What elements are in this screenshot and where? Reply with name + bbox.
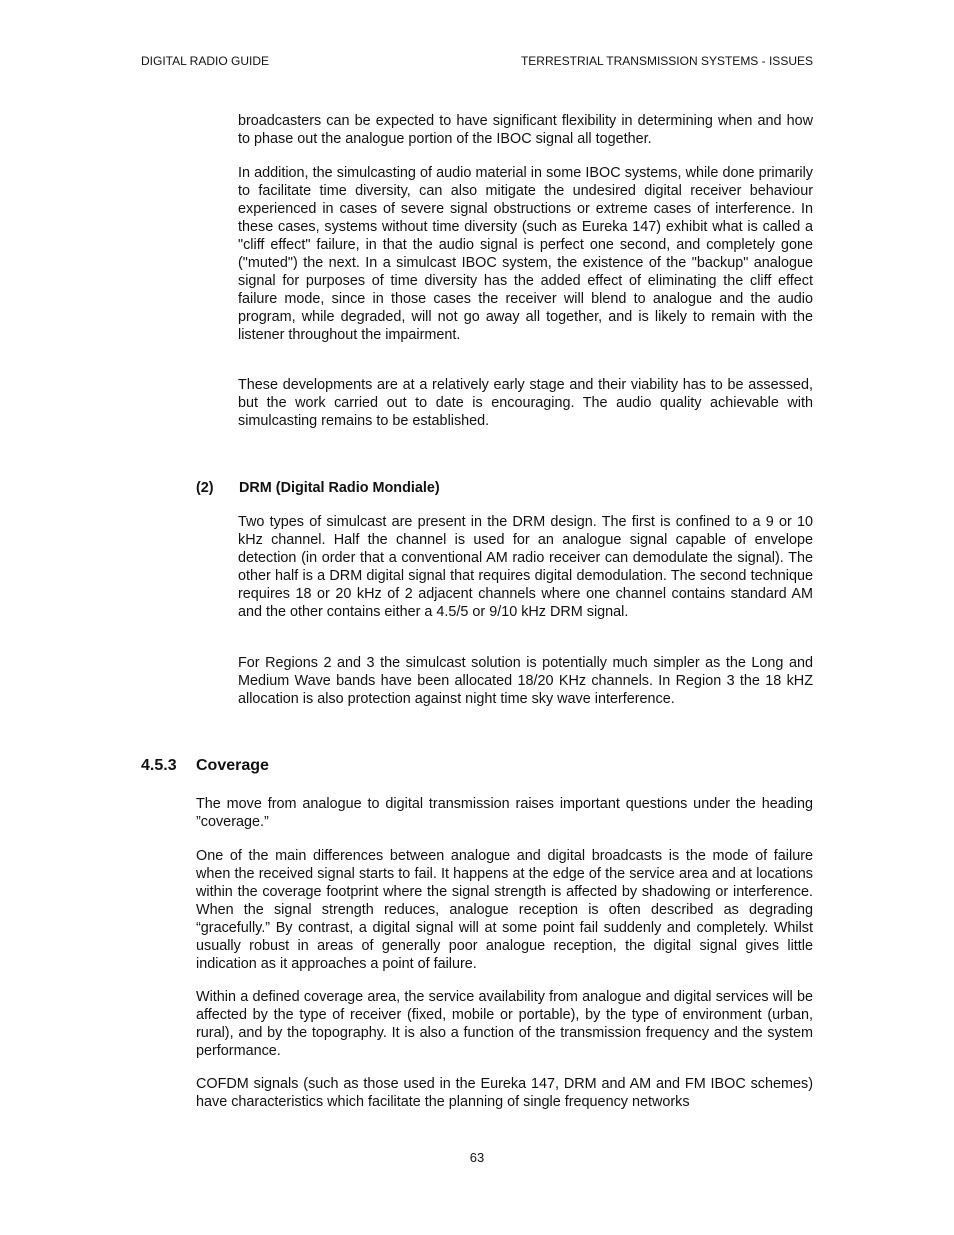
page-number: 63 <box>469 1150 485 1165</box>
paragraph-simulcast-cliff-effect: In addition, the simulcasting of audio material in some IBOC systems, while done primarily to facilitate time diversity, can also mitigate the undesired digital receiver behaviour experienced in cases of severe signal obstructions or extreme cases of interference. In these cases, systems without time diversity (such as Eureka 147) exhibit what is called a "cliff effect" failure, in that the audio signal is perfect one second, and completely gone ("muted") the next. In a simulcast IBOC system, the existence of the "backup" analogue signal for purposes of time diversity has the added effect of eliminating the cliff effect failure mode, since in those cases the receiver will blend to analogue and the audio program, while degraded, will not go away all together, and is likely to remain with the listener throughout the impairment. <box>238 165 813 343</box>
section-title: Coverage <box>196 757 269 774</box>
paragraph-regions: For Regions 2 and 3 the simulcast solution is potentially much simpler as the Long and Medium Wave bands have been allocated 18/20 KHz channels. In Region 3 the 18 kHZ allocation is also protection against night time sky wave interference. <box>238 655 813 707</box>
header-left: DIGITAL RADIO GUIDE <box>141 54 270 68</box>
header-right: TERRESTRIAL TRANSMISSION SYSTEMS - ISSUES <box>520 54 813 68</box>
section-number: 4.5.3 <box>141 757 177 774</box>
paragraph-cofdm: COFDM signals (such as those used in the Eureka 147, DRM and AM and FM IBOC schemes) have characteristics which facilitate the planning of single frequency networks <box>196 1076 813 1110</box>
subsection-title: DRM (Digital Radio Mondiale) <box>239 480 440 496</box>
paragraph-drm-simulcast-types: Two types of simulcast are present in the DRM design. The first is confined to a 9 or 10 kHz channel. Half the channel is used for an analogue signal capable of envelope detection (in order that a conventional AM radio receiver can demodulate the signal). The other half is a DRM digital signal that requires digital demodulation. The second technique requires 18 or 20 kHz of 2 adjacent channels where one channel contains standard AM and the other contains either a 4.5/5 or 9/10 kHz DRM signal. <box>238 514 813 620</box>
page-header <box>141 54 813 68</box>
paragraph-coverage-intro: The move from analogue to digital transmission raises important questions under the heading ”coverage.” <box>196 796 813 830</box>
paragraph-iboc-phaseout: broadcasters can be expected to have significant flexibility in determining when and how to phase out the analogue portion of the IBOC signal all together. <box>238 113 813 147</box>
paragraph-service-availability: Within a defined coverage area, the service availability from analogue and digital services will be affected by the type of receiver (fixed, mobile or portable), by the type of environment (urban, rural), and by the topography. It is also a function of the transmission frequency and the system performance. <box>196 989 813 1059</box>
subsection-heading <box>196 479 440 497</box>
subsection-number: (2) <box>196 480 214 496</box>
paragraph-failure-mode: One of the main differences between analogue and digital broadcasts is the mode of failure when the received signal starts to fail. It happens at the edge of the service area and at locations within the coverage footprint where the signal strength is affected by shadowing or interference. When the signal strength reduces, analogue reception is often described as degrading “gracefully.” By contrast, a digital signal will at some point fail suddenly and completely. Whilst usually robust in areas of generally poor analogue reception, the digital signal gives little indication as it approaches a point of failure. <box>196 848 813 972</box>
paragraph-developments: These developments are at a relatively early stage and their viability has to be assessed, but the work carried out to date is encouraging. The audio quality achievable with simulcasting remains to be established. <box>238 377 813 429</box>
section-heading <box>141 756 269 776</box>
